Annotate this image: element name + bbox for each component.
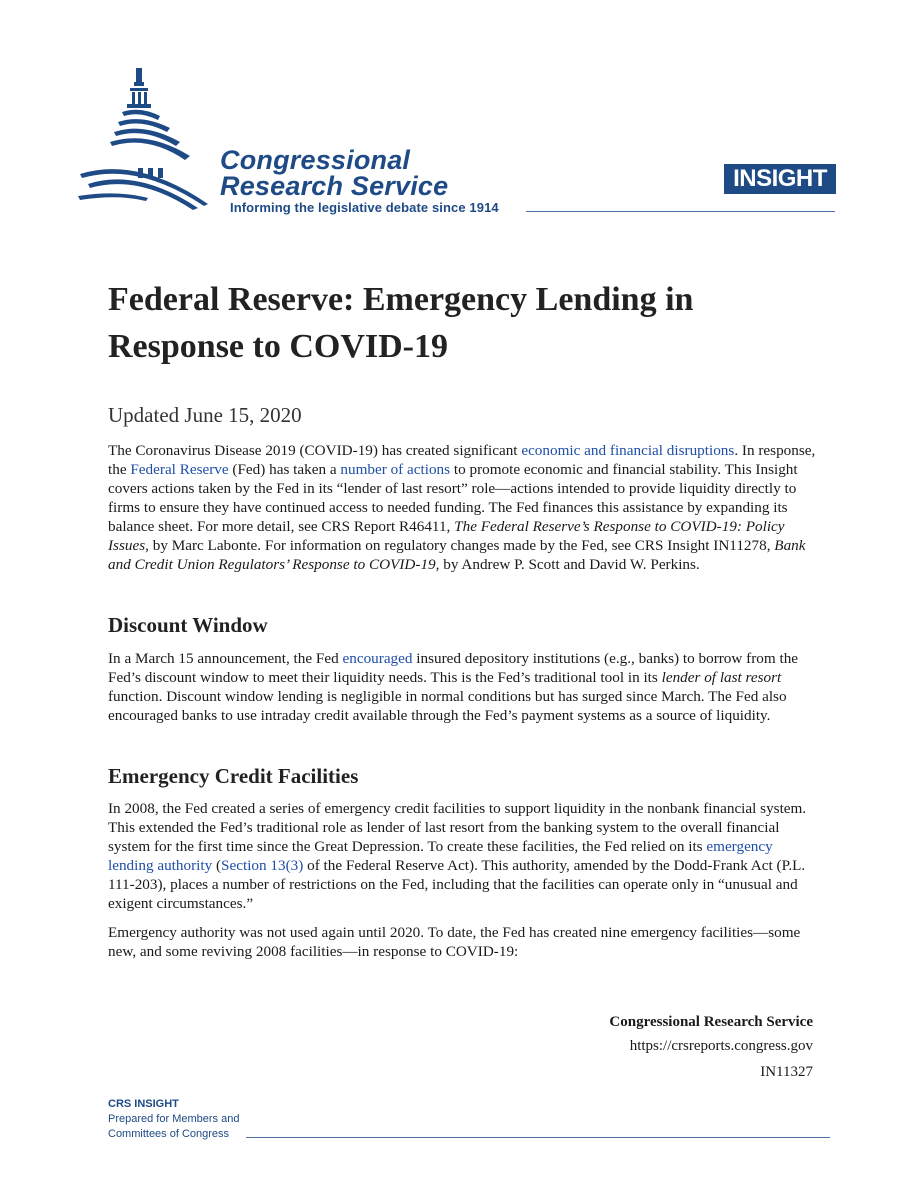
link-emergency-lending-authority[interactable]: emergency lending authority bbox=[108, 838, 773, 874]
intro-insight-title: Bank and Credit Union Regulators’ Response to COVID-19 bbox=[108, 537, 806, 573]
credit-paragraph-1 bbox=[108, 799, 818, 913]
footer-prepared-for bbox=[108, 1112, 239, 1142]
footer-org-name: Congressional Research Service bbox=[609, 1014, 813, 1030]
discount-italic-term: lender of last resort bbox=[661, 669, 782, 686]
crs-capitol-dome-logo bbox=[78, 64, 218, 214]
link-economic-disruptions[interactable]: economic and financial disruptions bbox=[521, 442, 735, 459]
intro-text-1: The Coronavirus Disease 2019 (COVID-19) has created significant bbox=[108, 442, 522, 459]
footer-prepared-line2: Committees of Congress bbox=[108, 1128, 230, 1140]
discount-text-2: insured depository institutions (e.g., banks) to borrow from the Fed’s discount window to meet their liquidity needs. This is the Fed’s traditional tool in its bbox=[108, 650, 799, 686]
link-number-of-actions[interactable]: number of actions bbox=[340, 461, 451, 478]
link-section-13-3[interactable]: Section 13(3) bbox=[221, 857, 304, 874]
updated-date: Updated June 15, 2020 bbox=[108, 403, 302, 427]
intro-text-5: , by Marc Labonte. For information on regulatory changes made by the Fed, see CRS Insight IN11278, bbox=[145, 537, 775, 554]
intro-text-4: to promote economic and financial stability. This Insight covers actions taken by the Fed in its “lender of last resort” role—actions intended to provide liquidity directly to firms to ensure they have continued access to needed funding. The Fed finances this assistance by expanding its balance sheet. For more detail, see CRS Report R46411, bbox=[108, 461, 798, 535]
brand-name-line1: Congressional bbox=[220, 145, 411, 175]
page-title bbox=[108, 276, 808, 370]
brand-tagline: Informing the legislative debate since 1914 bbox=[230, 200, 499, 215]
discount-text-1: In a March 15 announcement, the Fed bbox=[108, 650, 343, 667]
intro-text-3: (Fed) has taken a bbox=[228, 461, 341, 478]
discount-text-3: function. Discount window lending is negligible in normal conditions but has surged since March. The Fed also encouraged banks to use intraday credit available through the Fed’s payment systems as a source of liquidity. bbox=[108, 688, 787, 724]
credit-text-1: In 2008, the Fed created a series of emergency credit facilities to support liquidity in the nonbank financial system. This extended the Fed’s traditional role as lender of last resort from the banking system to the overall financial system for the first time since the Great Depression. To create these facilities, the Fed relied on its bbox=[108, 800, 807, 855]
footer-prepared-line1: Prepared for Members and bbox=[108, 1113, 240, 1125]
heading-discount-window: Discount Window bbox=[108, 613, 268, 637]
footer-rule bbox=[246, 1137, 830, 1138]
credit-text-2: ( bbox=[212, 857, 222, 874]
insight-badge: INSIGHT bbox=[724, 164, 836, 194]
footer-report-id: IN11327 bbox=[760, 1064, 813, 1080]
intro-text-2: . In response, the bbox=[108, 442, 816, 478]
heading-emergency-credit-facilities: Emergency Credit Facilities bbox=[108, 764, 359, 788]
link-encouraged[interactable]: encouraged bbox=[342, 650, 413, 667]
brand-name-line2: Research Service bbox=[220, 171, 449, 201]
header-rule bbox=[526, 211, 835, 212]
intro-text-6: , by Andrew P. Scott and David W. Perkins. bbox=[435, 556, 700, 573]
intro-paragraph bbox=[108, 441, 818, 574]
footer-crs-insight-label: CRS INSIGHT bbox=[108, 1098, 179, 1110]
footer-url[interactable]: https://crsreports.congress.gov bbox=[629, 1038, 813, 1054]
title-heading: Federal Reserve: Emergency Lending in Response to COVID-19 bbox=[108, 281, 694, 365]
credit-paragraph-2: Emergency authority was not used again until 2020. To date, the Fed has created nine emergency facilities—some new, and some reviving 2008 facilities—in response to COVID-19: bbox=[108, 924, 801, 960]
credit-text-3: of the Federal Reserve Act). This authority, amended by the Dodd-Frank Act (P.L. 111-203), places a number of restrictions on the Fed, including that the facilities can operate only in “unusual and exigent circumstances.” bbox=[108, 857, 806, 912]
link-federal-reserve[interactable]: Federal Reserve bbox=[130, 461, 229, 478]
discount-paragraph bbox=[108, 649, 818, 725]
intro-report-title: The Federal Reserve’s Response to COVID-19: Policy Issues bbox=[108, 518, 785, 554]
